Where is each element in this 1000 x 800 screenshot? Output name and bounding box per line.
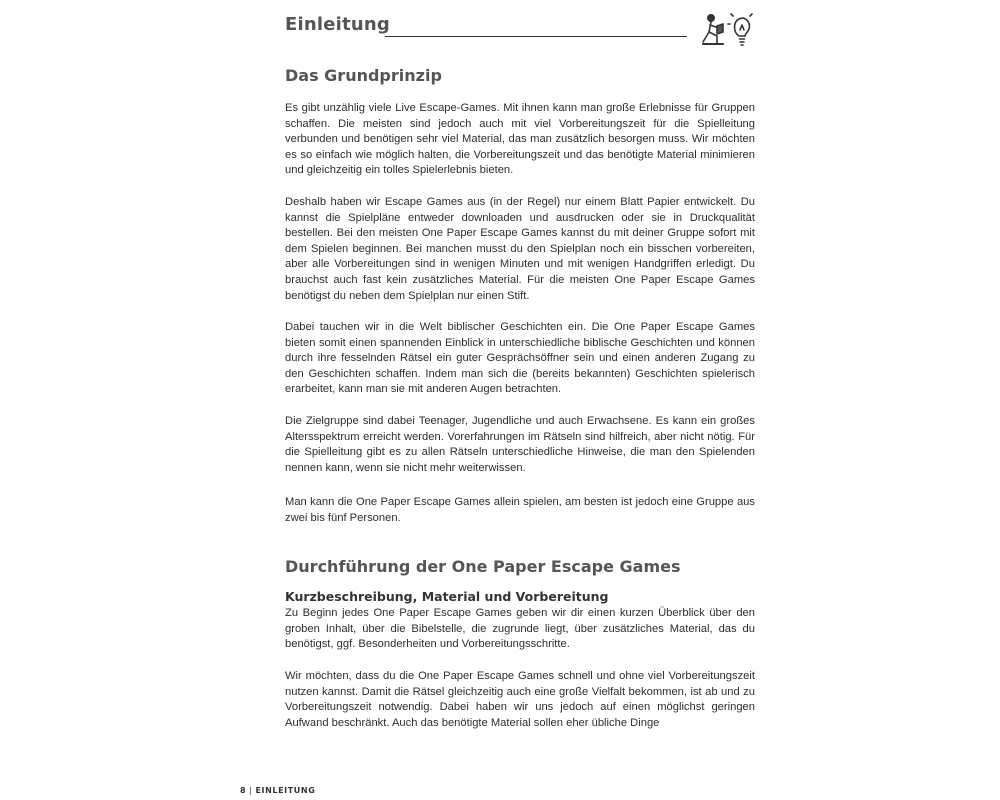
page-number: 8	[240, 786, 247, 795]
paragraph: Deshalb haben wir Escape Games aus (in der Regel) nur einem Blatt Papier entwickelt. Du kannst die Spielpläne entweder downloaden und ausdrucken oder sie in Druckqualität bestellen. Bei den meisten One Paper Escape Games kannst du mit deiner Gruppe sofort mit dem Spielen beginnen. Bei manchen musst du den Spielplan noch ein bisschen vorbereiten, aber alle Vorbereitungen sind in wenigen Minuten und mit wenigen Handgriffen erledigt. Du brauchst auch fast kein zusätzliches Material. Für die meisten One Paper Escape Games benötigst du neben dem Spielplan nur einen Stift.	[285, 196, 755, 302]
paragraph: Zu Beginn jedes One Paper Escape Games geben wir dir einen kurzen Überblick über den groben Inhalt, über die Bibelstelle, die zugrunde liegt, über zusätzliches Material, das du benötigst, ggf. Besonderheiten und Vorbereitungsschritte.	[285, 607, 755, 651]
person-with-book-icon	[699, 12, 755, 50]
paragraph: Die Zielgruppe sind dabei Teenager, Jugendliche und auch Erwachsene. Es kann ein großes Altersspektrum erreicht werden. Vorerfahrungen im Rätseln sind hilfreich, aber nicht nötig. Für die Spielleitung gibt es zu allen Rätseln unterschiedliche Hinweise, die man den Spielenden nennen kann, wenn sie nicht mehr weiterwissen.	[285, 415, 755, 474]
paragraph: Dabei tauchen wir in die Welt biblischer Geschichten ein. Die One Paper Escape Games bieten somit einen spannenden Einblick in unterschiedliche biblische Geschichten und können durch ihre fesselnden Rätsel ein guter Gesprächsöffner sein und einen anderen Zugang zu den Geschichten schaffen. Indem man sich die (bereits bekannten) Geschichten spielerisch erarbeitet, kann man sie mit anderen Augen betrachten.	[285, 321, 755, 396]
page-footer	[240, 786, 315, 795]
section-title-durchfuehrung: Durchführung der One Paper Escape Games	[285, 557, 681, 576]
chapter-title: Einleitung	[285, 14, 390, 35]
section-title-grundprinzip: Das Grundprinzip	[285, 66, 442, 85]
header-rule	[385, 36, 687, 37]
header-illustration	[699, 12, 755, 55]
paragraph: Wir möchten, dass du die One Paper Escape Games schnell und ohne viel Vorbereitungszeit nutzen kannst. Damit die Rätsel gleichzeitig auch eine große Vielfalt bekommen, ist ab und zu Vorbereitungszeit notwendig. Dabei haben wir uns jedoch auf einen möglichst geringen Aufwand beschränkt. Auch das benötigte Material sollen eher übliche Dinge	[285, 670, 755, 729]
subsection-title: Kurzbeschreibung, Material und Vorbereitung	[285, 589, 609, 604]
lightbulb-icon	[728, 14, 752, 45]
chapter-header	[285, 12, 755, 46]
document-page	[285, 0, 755, 800]
footer-chapter: EINLEITUNG	[255, 786, 316, 795]
footer-separator: |	[249, 786, 253, 795]
paragraph: Es gibt unzählig viele Live Escape-Games. Mit ihnen kann man große Erlebnisse für Gruppen schaffen. Die meisten sind jedoch auch mit viel Vorbereitungszeit für die Spielleitung verbunden und benötigen sehr viel Material, das man zusätzlich besorgen muss. Wir möchten es so einfach wie möglich halten, die Vorbereitungszeit und das benötigte Material minimieren und gleichzeitig ein tolles Spielerlebnis bieten.	[285, 102, 755, 177]
paragraph: Man kann die One Paper Escape Games allein spielen, am besten ist jedoch eine Gruppe aus zwei bis fünf Personen.	[285, 496, 755, 524]
